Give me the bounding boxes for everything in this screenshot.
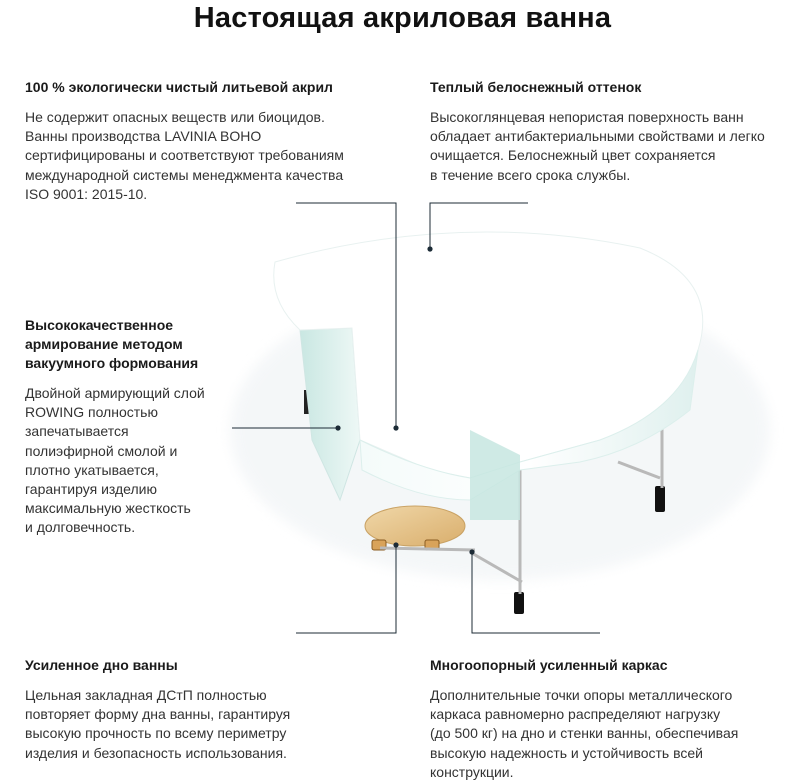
feature-bottom-line: Цельная закладная ДСтП полностью (25, 687, 267, 703)
feature-bottom-line: изделия и безопасность использования. (25, 744, 287, 761)
feature-reinforcement-line: Двойной армирующий слой (25, 385, 205, 401)
feature-eco-line: ISO 9001: 2015-10. (25, 185, 148, 202)
feature-reinforcement-line: полиэфирной смолой и (25, 442, 178, 459)
feature-white-line: обладает антибактериальными свойствами и легко (430, 128, 765, 145)
feature-frame-line: каркаса равномерно распределяют нагрузку (430, 706, 721, 723)
feature-bottom-heading: Усиленное дно ванны (25, 657, 178, 673)
feature-reinforcement-heading-line: вакуумного формования (25, 355, 199, 371)
feature-frame-line: (до 500 кг) на дно и стенки ванны, обеспечивая (430, 725, 739, 742)
feature-frame-line: высокую надежность и устойчивость всей (430, 744, 703, 761)
feature-frame-heading: Многоопорный усиленный каркас (430, 657, 668, 673)
feature-eco-line: международной системы менеджмента качества (25, 166, 344, 183)
page-title: Настоящая акриловая ванна (193, 2, 612, 34)
feature-reinforcement-line: и долговечность. (25, 519, 136, 536)
feature-white-line: Высокоглянцевая непористая поверхность ванн (430, 109, 744, 125)
feature-reinforcement-line: плотно укатывается, (25, 461, 159, 478)
feature-reinforcement-line: гарантируя изделию (25, 481, 157, 498)
feature-reinforcement-line: ROWING полностью (25, 404, 158, 421)
feature-bottom-line: повторяет форму дна ванны, гарантируя (25, 706, 291, 723)
feature-white-line: в течение всего срока службы. (430, 166, 631, 183)
feature-frame-line: Дополнительные точки опоры металлического (430, 687, 733, 703)
feature-reinforcement-line: запечатывается (25, 423, 129, 440)
feature-white-heading: Теплый белоснежный оттенок (430, 79, 642, 95)
feature-white-line: очищается. Белоснежный цвет сохраняется (430, 147, 716, 164)
feature-eco-line: сертифицированы и соответствуют требованиям (25, 147, 344, 164)
feature-frame-line: конструкции. (430, 763, 514, 780)
feature-bottom-line: высокую прочность по всему периметру (25, 725, 287, 742)
feature-eco-heading: 100 % экологически чистый литьевой акрил (25, 79, 333, 95)
feature-eco-line: Не содержит опасных веществ или биоцидов. (25, 109, 325, 125)
feature-reinforcement-line: максимальную жесткость (25, 500, 191, 517)
feature-eco-line: Ванны производства LAVINIA BOHO (25, 128, 262, 145)
feature-reinforcement-heading-line: армирование методом (25, 336, 183, 352)
feature-reinforcement-heading-line: Высококачественное (25, 317, 174, 333)
